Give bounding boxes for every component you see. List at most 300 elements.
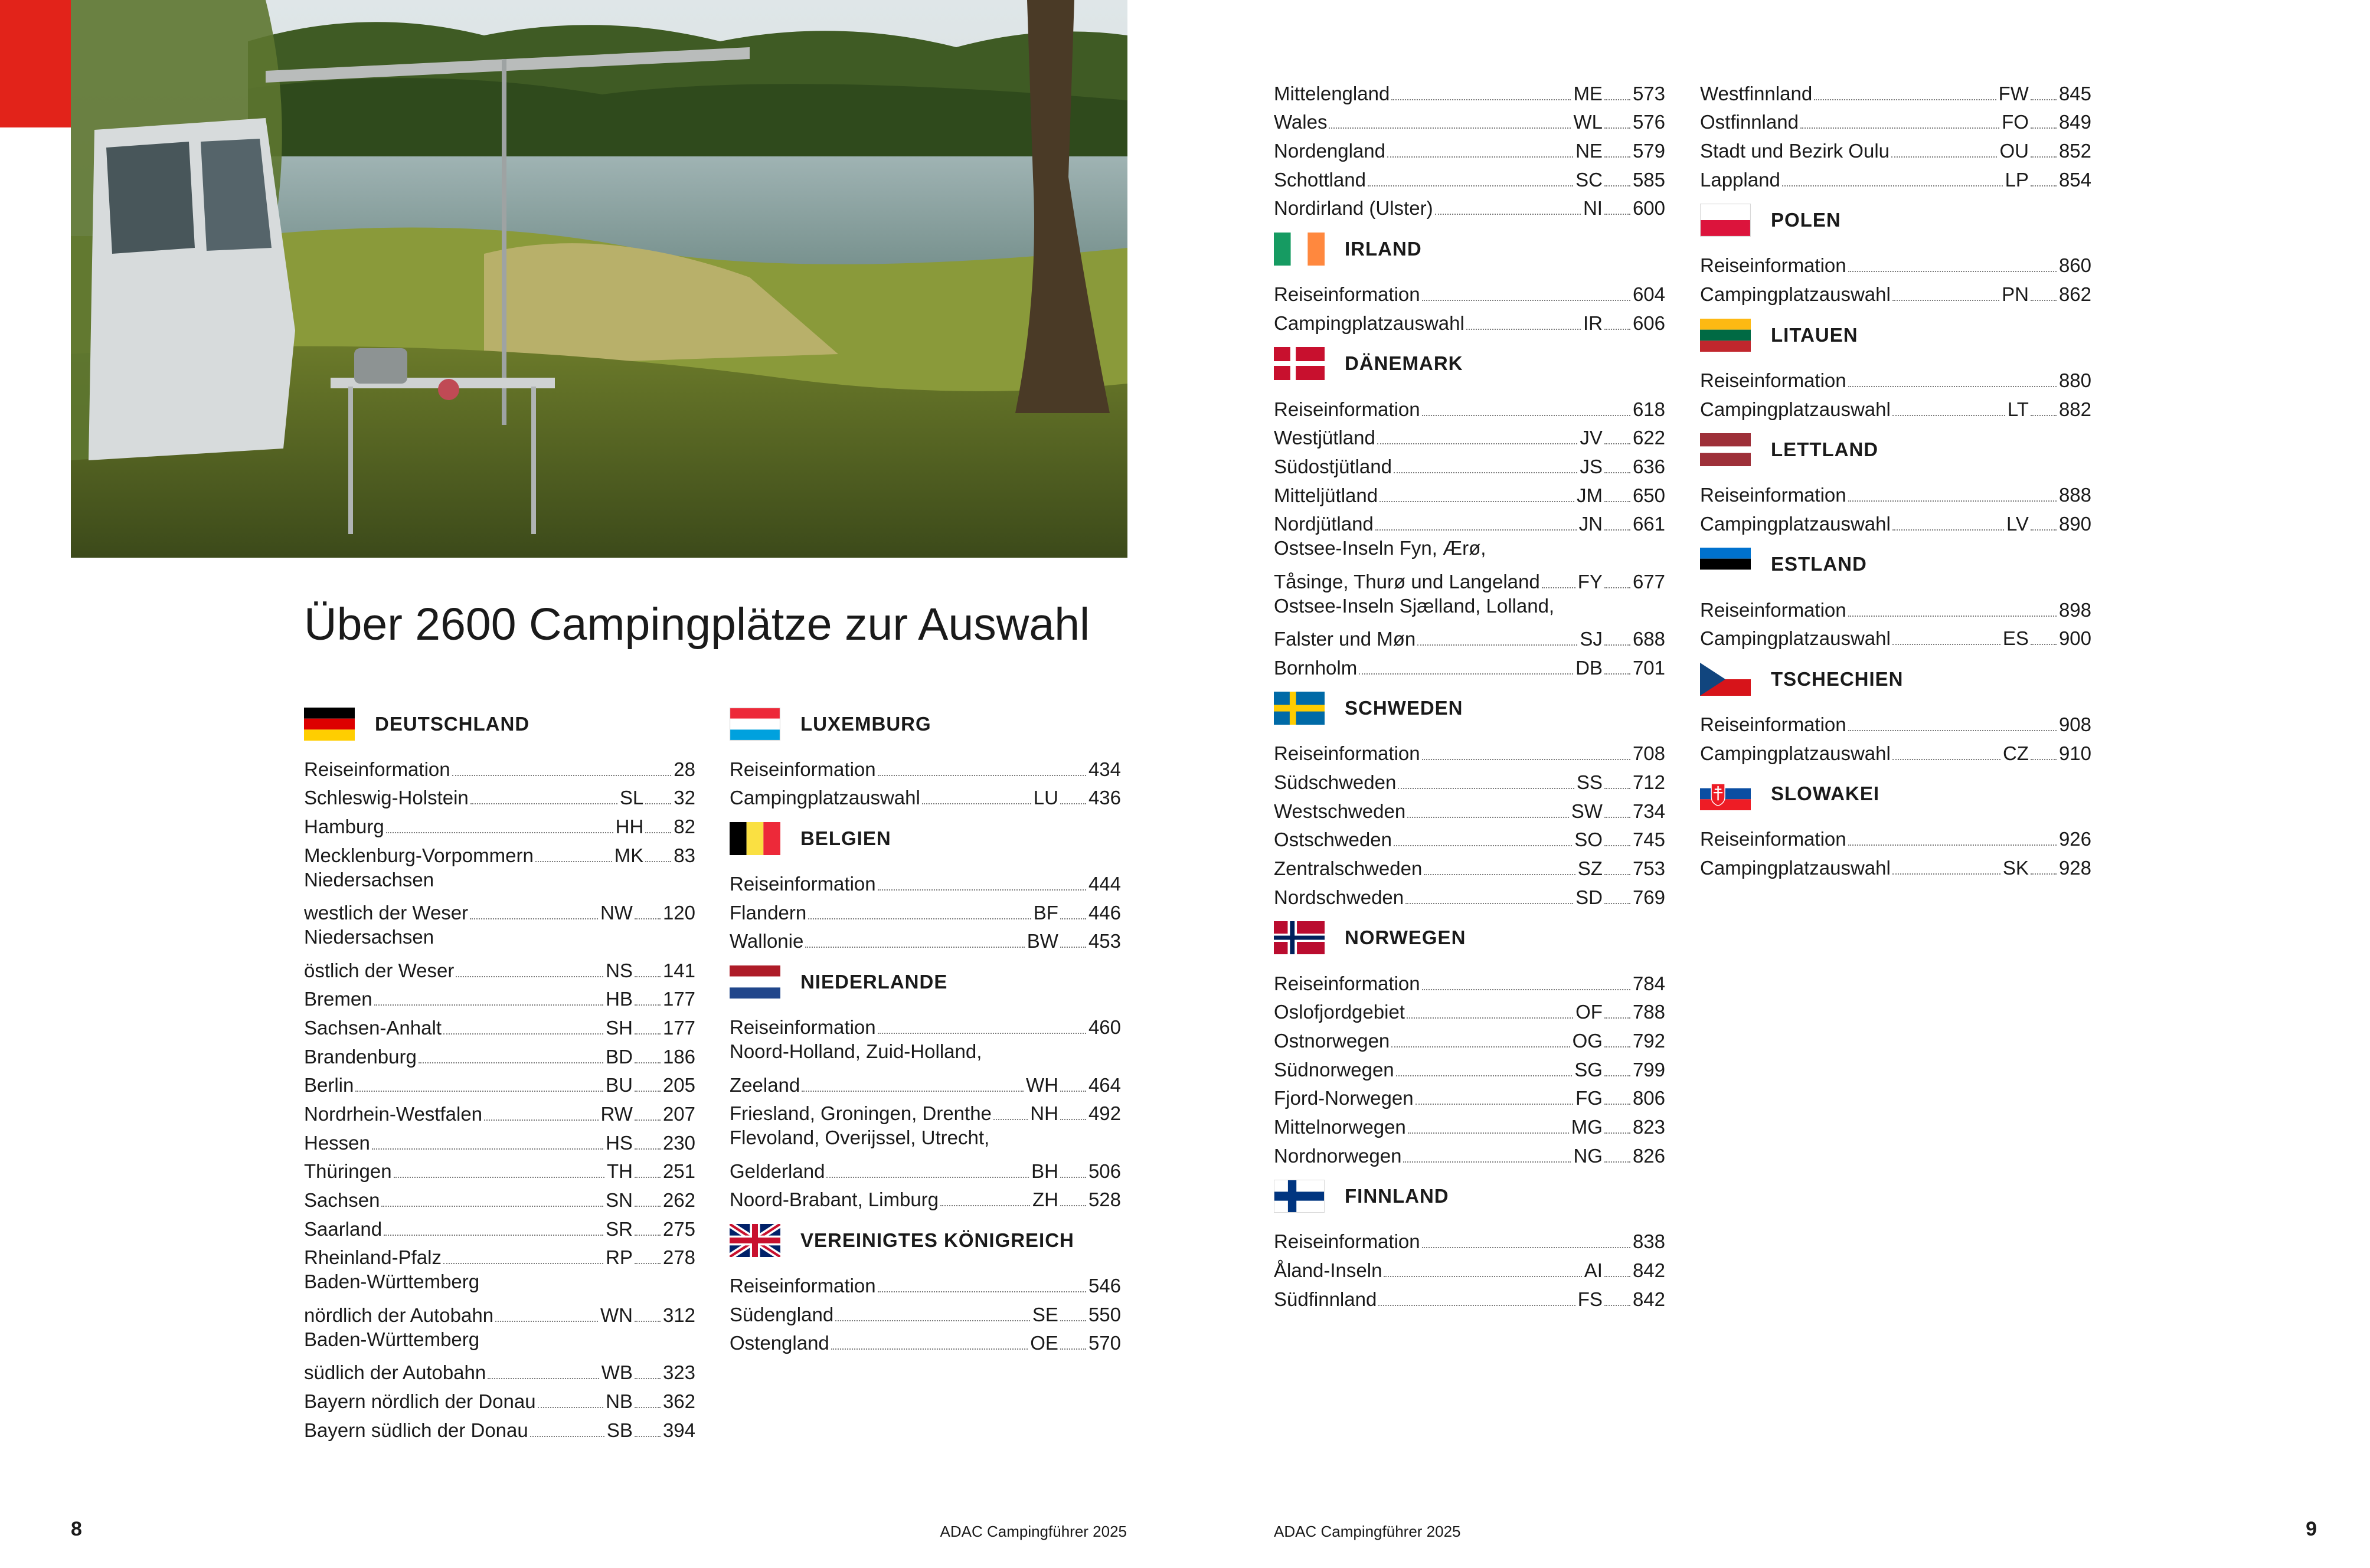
leader-dots: [1848, 730, 2057, 731]
page-ref: 275: [662, 1217, 695, 1240]
poland-flag-icon: [1700, 204, 1751, 237]
leader-dots: [1604, 185, 1630, 186]
entry-name: Südnorwegen: [1274, 1058, 1394, 1081]
region-code: BU: [606, 1074, 633, 1096]
leader-dots: [1060, 1348, 1086, 1350]
entry-row: [1274, 852, 1665, 880]
leader-dots: [1800, 127, 1999, 129]
entry-row: [1274, 651, 1665, 680]
region-code: OG: [1572, 1029, 1603, 1052]
leader-dots: [635, 1235, 661, 1236]
entry-row: [1274, 421, 1665, 450]
region-code: WN: [600, 1304, 633, 1326]
entry-name: Reiseinformation: [1274, 972, 1420, 994]
page-ref: 882: [2058, 398, 2091, 420]
entry-row: [1274, 106, 1665, 135]
page-ref: 900: [2058, 627, 2091, 650]
entry-row: [304, 1212, 695, 1241]
entries-litauen: [1700, 364, 2091, 421]
entry-row: [1274, 794, 1665, 823]
leader-dots: [1422, 989, 1630, 990]
page-ref: 806: [1632, 1087, 1665, 1109]
page-ref: 745: [1632, 829, 1665, 851]
entry-row: [1274, 277, 1665, 306]
entry-name: Reiseinformation: [1700, 598, 1846, 621]
entry-name: Flandern: [730, 901, 807, 924]
leader-dots: [1604, 1132, 1630, 1134]
entry-row: [1274, 508, 1665, 536]
leader-dots: [1424, 874, 1575, 875]
entry-row: [1274, 1110, 1665, 1139]
page-ref: 842: [1632, 1288, 1665, 1310]
entry-line: Baden-Württemberg: [304, 1271, 480, 1293]
entry-row: [304, 1298, 695, 1327]
entry-name: Mittelnorwegen: [1274, 1115, 1406, 1138]
leader-dots: [1542, 587, 1575, 588]
leader-dots: [452, 775, 672, 776]
entry-name: Åland-Inseln: [1274, 1259, 1382, 1281]
leader-dots: [1604, 845, 1630, 846]
leader-dots: [2031, 415, 2057, 416]
leader-dots: [1396, 1075, 1573, 1076]
entry-name: nördlich der Autobahn: [304, 1304, 494, 1326]
leader-dots: [1604, 817, 1630, 818]
leader-dots: [1417, 644, 1577, 646]
leader-dots: [1416, 1104, 1574, 1105]
leader-dots: [1604, 1276, 1630, 1277]
page-ref: 784: [1632, 972, 1665, 994]
page-ref: 880: [2058, 369, 2091, 391]
region-code: SG: [1574, 1058, 1603, 1081]
entries-luxemburg: [730, 752, 1121, 810]
entry-row: [730, 1183, 1121, 1212]
leader-dots: [635, 1004, 661, 1006]
entry-name: Nordjütland: [1274, 513, 1374, 535]
leader-dots: [1604, 1017, 1630, 1019]
leader-dots: [1422, 415, 1630, 416]
page-ref: 120: [662, 902, 695, 924]
country-title-tschechien: TSCHECHIEN: [1771, 667, 1904, 690]
leader-dots: [1408, 1132, 1569, 1134]
entry-row: [1700, 77, 2091, 106]
entry-row: [304, 810, 695, 839]
country-title-norwegen: NORWEGEN: [1345, 927, 1466, 949]
region-code: FS: [1577, 1288, 1603, 1310]
entry-name: Reiseinformation: [730, 1274, 876, 1297]
region-code: JN: [1578, 513, 1603, 535]
page-ref: 550: [1088, 1303, 1121, 1325]
region-code: BW: [1027, 930, 1058, 952]
section-estland: [1700, 536, 2091, 593]
section-tschechien: [1700, 650, 2091, 708]
leader-dots: [443, 1033, 603, 1035]
leader-dots: [1422, 1247, 1630, 1248]
entries-deutschland: [304, 752, 695, 1442]
page-ref: 838: [1632, 1230, 1665, 1253]
page-ref: 28: [674, 758, 695, 780]
entry-row: [304, 752, 695, 781]
luxembourg-flag-icon: [730, 708, 780, 741]
entries-finnland-part-2: [1700, 77, 2091, 192]
netherlands-flag-icon: [730, 965, 780, 999]
leader-dots: [1782, 185, 2003, 186]
entry-name: Ostfinnland: [1700, 111, 1799, 133]
region-code: LT: [2007, 398, 2029, 420]
region-code: SJ: [1580, 628, 1603, 650]
entry-name: Rheinland-Pfalz: [304, 1246, 442, 1269]
entry-name: Campingplatzauswahl: [1700, 398, 1891, 420]
page-ref: 600: [1632, 197, 1665, 220]
entry-name: Bayern nördlich der Donau: [304, 1390, 536, 1412]
leader-dots: [374, 1004, 604, 1006]
entry-row: [1274, 479, 1665, 508]
leader-dots: [1848, 844, 2057, 846]
leader-dots: [635, 1091, 661, 1092]
entry-row: [1274, 192, 1665, 221]
region-code: JS: [1580, 455, 1603, 477]
entry-name: Nordschweden: [1274, 886, 1404, 908]
entry-name: Nordnorwegen: [1274, 1144, 1402, 1167]
page-ref: 860: [2058, 254, 2091, 277]
entries-irland: [1274, 277, 1665, 335]
page-ref: 573: [1632, 82, 1665, 104]
entry-name: Noord-Brabant, Limburg: [730, 1189, 939, 1211]
column-4: [1700, 77, 2091, 880]
leader-dots: [1604, 329, 1630, 330]
entry-name: Schleswig-Holstein: [304, 787, 469, 809]
leader-dots: [2031, 300, 2057, 301]
entry-name: Lappland: [1700, 168, 1780, 191]
leader-dots: [2031, 156, 2057, 158]
page-ref: 799: [1632, 1058, 1665, 1081]
region-code: FG: [1575, 1087, 1603, 1109]
region-code: NB: [606, 1390, 633, 1412]
page-ref: 82: [674, 816, 695, 838]
entry-name: Südschweden: [1274, 771, 1397, 794]
entry-name: Reiseinformation: [304, 758, 450, 780]
leader-dots: [1604, 644, 1630, 646]
entry-row: [304, 1126, 695, 1155]
entry-name: Campingplatzauswahl: [1700, 742, 1891, 764]
section-belgien: [730, 810, 1121, 867]
leader-dots: [530, 1436, 604, 1437]
region-code: NH: [1030, 1102, 1058, 1125]
leader-dots: [1892, 873, 2000, 875]
entry-name: Sachsen: [304, 1189, 380, 1211]
leader-dots: [635, 1062, 661, 1063]
page-ref: 753: [1632, 857, 1665, 880]
entry-name: Campingplatzauswahl: [1700, 512, 1891, 535]
country-title-litauen: LITAUEN: [1771, 323, 1858, 346]
leader-dots: [1391, 1046, 1570, 1047]
country-title-finnland: FINNLAND: [1345, 1185, 1449, 1207]
entry-name: Reiseinformation: [1700, 484, 1846, 506]
leader-dots: [878, 889, 1086, 891]
leader-dots: [2031, 759, 2057, 760]
section-uk: [730, 1212, 1121, 1269]
region-code: WB: [601, 1361, 633, 1384]
leader-dots: [1377, 443, 1578, 444]
entry-name: Brandenburg: [304, 1045, 417, 1068]
lakeside-camping-photo: [71, 0, 1127, 558]
entry-name: Bornholm: [1274, 656, 1358, 679]
region-code: OU: [1999, 140, 2029, 162]
entry-row: [304, 1356, 695, 1384]
page-ref: 506: [1088, 1160, 1121, 1182]
entry-name: Reiseinformation: [1700, 713, 1846, 735]
region-code: JV: [1580, 427, 1603, 449]
leader-dots: [1848, 500, 2057, 502]
region-code: SH: [606, 1016, 633, 1039]
entry-row: [1274, 967, 1665, 996]
leader-dots: [635, 1206, 661, 1207]
entries-uk-part-1: [730, 1269, 1121, 1355]
entry-name: Reiseinformation: [1700, 369, 1846, 391]
page-ref: 262: [662, 1189, 695, 1211]
leader-dots: [384, 1235, 603, 1236]
entry-name: Nordrhein-Westfalen: [304, 1102, 483, 1125]
country-title-niederlande: NIEDERLANDE: [800, 970, 948, 993]
entry-row: [730, 1068, 1121, 1097]
region-code: SE: [1032, 1303, 1058, 1325]
region-code: FY: [1577, 570, 1603, 592]
page-ref: 661: [1632, 513, 1665, 535]
entry-row: [1700, 736, 2091, 765]
entries-slowakei: [1700, 823, 2091, 880]
entry-name: Gelderland: [730, 1160, 825, 1182]
entry-name: Südengland: [730, 1303, 834, 1325]
entry-row: [304, 954, 695, 983]
entry-name: Thüringen: [304, 1160, 392, 1183]
entry-name: westlich der Weser: [304, 902, 469, 924]
entry-row: [730, 781, 1121, 810]
leader-dots: [1387, 156, 1573, 158]
leader-dots: [635, 1436, 661, 1437]
region-code: OE: [1030, 1332, 1058, 1354]
leader-dots: [1368, 185, 1573, 186]
page-ref: 576: [1632, 111, 1665, 133]
entry-name: Mittelengland: [1274, 82, 1390, 104]
entry-name: Westjütland: [1274, 427, 1375, 449]
section-deutschland: [304, 695, 695, 752]
entry-row: [304, 1384, 695, 1413]
entry-row: [730, 1298, 1121, 1327]
entry-row: [304, 1183, 695, 1212]
leader-dots: [1604, 587, 1630, 588]
leader-dots: [381, 1206, 603, 1207]
leader-dots: [1604, 127, 1630, 129]
region-code: HB: [606, 988, 633, 1010]
page-ref: 546: [1088, 1274, 1121, 1297]
entry-row: [1700, 134, 2091, 163]
page-ref: 528: [1088, 1189, 1121, 1211]
page-ref: 177: [662, 1016, 695, 1039]
region-code: PN: [2002, 283, 2029, 306]
entry-name: südlich der Autobahn: [304, 1361, 486, 1384]
page-ref: 862: [2058, 283, 2091, 306]
entry-name: Reiseinformation: [730, 758, 876, 780]
region-code: NI: [1583, 197, 1603, 220]
leader-dots: [940, 1205, 1030, 1206]
country-title-irland: IRLAND: [1345, 237, 1422, 260]
footer-title-left: ADAC Campingführer 2025: [940, 1523, 1127, 1540]
entry-line: Ostsee-Inseln Fyn, Ærø,: [1274, 537, 1486, 559]
entry-row: [1274, 1082, 1665, 1111]
region-code: MK: [614, 844, 644, 866]
entry-name: Bremen: [304, 988, 372, 1010]
section-luxemburg: [730, 695, 1121, 752]
leader-dots: [535, 861, 612, 862]
entry-row: [730, 1154, 1121, 1183]
leader-dots: [1604, 1305, 1630, 1306]
page-ref: 788: [1632, 1001, 1665, 1023]
entry-row: [304, 1097, 695, 1126]
page-ref: 492: [1088, 1102, 1121, 1125]
page-ref: 823: [1632, 1115, 1665, 1138]
uk-flag-icon: [730, 1224, 780, 1257]
region-code: SS: [1576, 771, 1603, 794]
region-code: RW: [600, 1102, 633, 1125]
leader-dots: [1407, 817, 1569, 818]
page-ref: 604: [1632, 283, 1665, 306]
section-lettland: [1700, 421, 2091, 479]
region-code: NG: [1573, 1144, 1603, 1167]
leader-dots: [1848, 386, 2057, 387]
entry-name: Berlin: [304, 1074, 354, 1096]
entry-row: [1274, 77, 1665, 106]
estonia-flag-icon: [1700, 548, 1751, 581]
entry-row: [304, 896, 695, 925]
entry-row: [1700, 622, 2091, 651]
page-headline: Über 2600 Campingplätze zur Auswahl: [304, 599, 1090, 650]
leader-dots: [372, 1148, 603, 1150]
page-ref: 32: [674, 787, 695, 809]
leader-dots: [1435, 214, 1581, 215]
region-code: JM: [1576, 484, 1603, 506]
leader-dots: [645, 861, 671, 862]
page-ref: 845: [2058, 82, 2091, 104]
entry-row: [1700, 106, 2091, 135]
entries-belgien: [730, 867, 1121, 953]
region-code: ES: [2002, 627, 2029, 650]
leader-dots: [1604, 788, 1630, 789]
entry-name: Reiseinformation: [1274, 742, 1420, 765]
section-norwegen: [1274, 909, 1665, 967]
page-ref: 769: [1632, 886, 1665, 908]
entry-row: [730, 1010, 1121, 1039]
entry-row: [304, 1069, 695, 1098]
leader-dots: [1604, 1104, 1630, 1105]
entry-name: Saarland: [304, 1217, 383, 1240]
page-ref: 712: [1632, 771, 1665, 794]
entry-name: Ostengland: [730, 1332, 829, 1354]
entry-name: Zeeland: [730, 1073, 800, 1096]
region-code: CZ: [2002, 742, 2029, 764]
entry-name: Ostschweden: [1274, 829, 1392, 851]
leader-dots: [1060, 1320, 1086, 1321]
region-code: NE: [1575, 140, 1603, 162]
entry-row: [1274, 306, 1665, 335]
entry-name: Reiseinformation: [1700, 254, 1846, 277]
leader-dots: [1604, 903, 1630, 904]
entry-name: Wales: [1274, 111, 1328, 133]
page-ref: 230: [662, 1131, 695, 1154]
section-finnland: [1274, 1168, 1665, 1225]
country-title-polen: POLEN: [1771, 209, 1841, 231]
entry-row: [1700, 593, 2091, 622]
entries-lettland: [1700, 479, 2091, 536]
leader-dots: [1359, 673, 1573, 675]
entry-row: [1700, 364, 2091, 392]
leader-dots: [470, 918, 598, 919]
entry-row: [730, 1097, 1121, 1126]
entry-name: Mecklenburg-Vorpommern: [304, 844, 534, 866]
country-title-deutschland: DEUTSCHLAND: [375, 712, 530, 735]
leader-dots: [1604, 156, 1630, 158]
page-ref: 826: [1632, 1144, 1665, 1167]
norway-flag-icon: [1274, 921, 1325, 954]
entry-name: Ostnorwegen: [1274, 1029, 1390, 1052]
page-ref: 394: [662, 1419, 695, 1441]
leader-dots: [635, 976, 661, 977]
leader-dots: [1892, 300, 1999, 301]
region-code: HS: [606, 1131, 633, 1154]
entry-line: Baden-Württemberg: [304, 1328, 480, 1350]
leader-dots: [1604, 1161, 1630, 1163]
entries-finnland-part-1: [1274, 1225, 1665, 1311]
entry-name: Campingplatzauswahl: [730, 787, 920, 809]
entry-name: Bayern südlich der Donau: [304, 1419, 528, 1441]
region-code: NW: [600, 902, 633, 924]
leader-dots: [1060, 1205, 1086, 1206]
entry-row: [730, 1269, 1121, 1298]
leader-dots: [1466, 329, 1581, 330]
entries-schweden: [1274, 737, 1665, 909]
footer-title-right: ADAC Campingführer 2025: [1274, 1523, 1461, 1540]
entry-row: [1700, 392, 2091, 421]
entry-row: [1274, 1024, 1665, 1053]
leader-dots: [1892, 415, 2005, 416]
leader-dots: [1384, 1276, 1581, 1277]
entries-uk-part-2: [1274, 77, 1665, 220]
page-ref: 453: [1088, 930, 1121, 952]
entry-row: [1274, 1282, 1665, 1311]
country-title-daenemark: DÄNEMARK: [1345, 352, 1463, 375]
leader-dots: [878, 775, 1086, 776]
leader-dots: [1892, 529, 2004, 531]
leader-dots: [645, 832, 671, 833]
entry-name: Nordirland (Ulster): [1274, 197, 1433, 220]
region-code: SL: [619, 787, 644, 809]
entry-row: [1700, 708, 2091, 736]
leader-dots: [1403, 1161, 1571, 1163]
page-ref: 177: [662, 988, 695, 1010]
entry-row: [1700, 823, 2091, 852]
page-ref: 436: [1088, 787, 1121, 809]
leader-dots: [2031, 529, 2057, 531]
region-code: LP: [2005, 168, 2029, 191]
page-ref: 910: [2058, 742, 2091, 764]
page-ref: 890: [2058, 512, 2091, 535]
region-code: SC: [1575, 168, 1603, 191]
page-ref: 444: [1088, 873, 1121, 895]
entry-name: Südostjütland: [1274, 455, 1392, 477]
section-schweden: [1274, 680, 1665, 737]
leader-dots: [1892, 644, 2000, 645]
leader-dots: [1405, 903, 1573, 904]
region-code: MG: [1571, 1115, 1603, 1138]
leader-dots: [2031, 127, 2057, 129]
